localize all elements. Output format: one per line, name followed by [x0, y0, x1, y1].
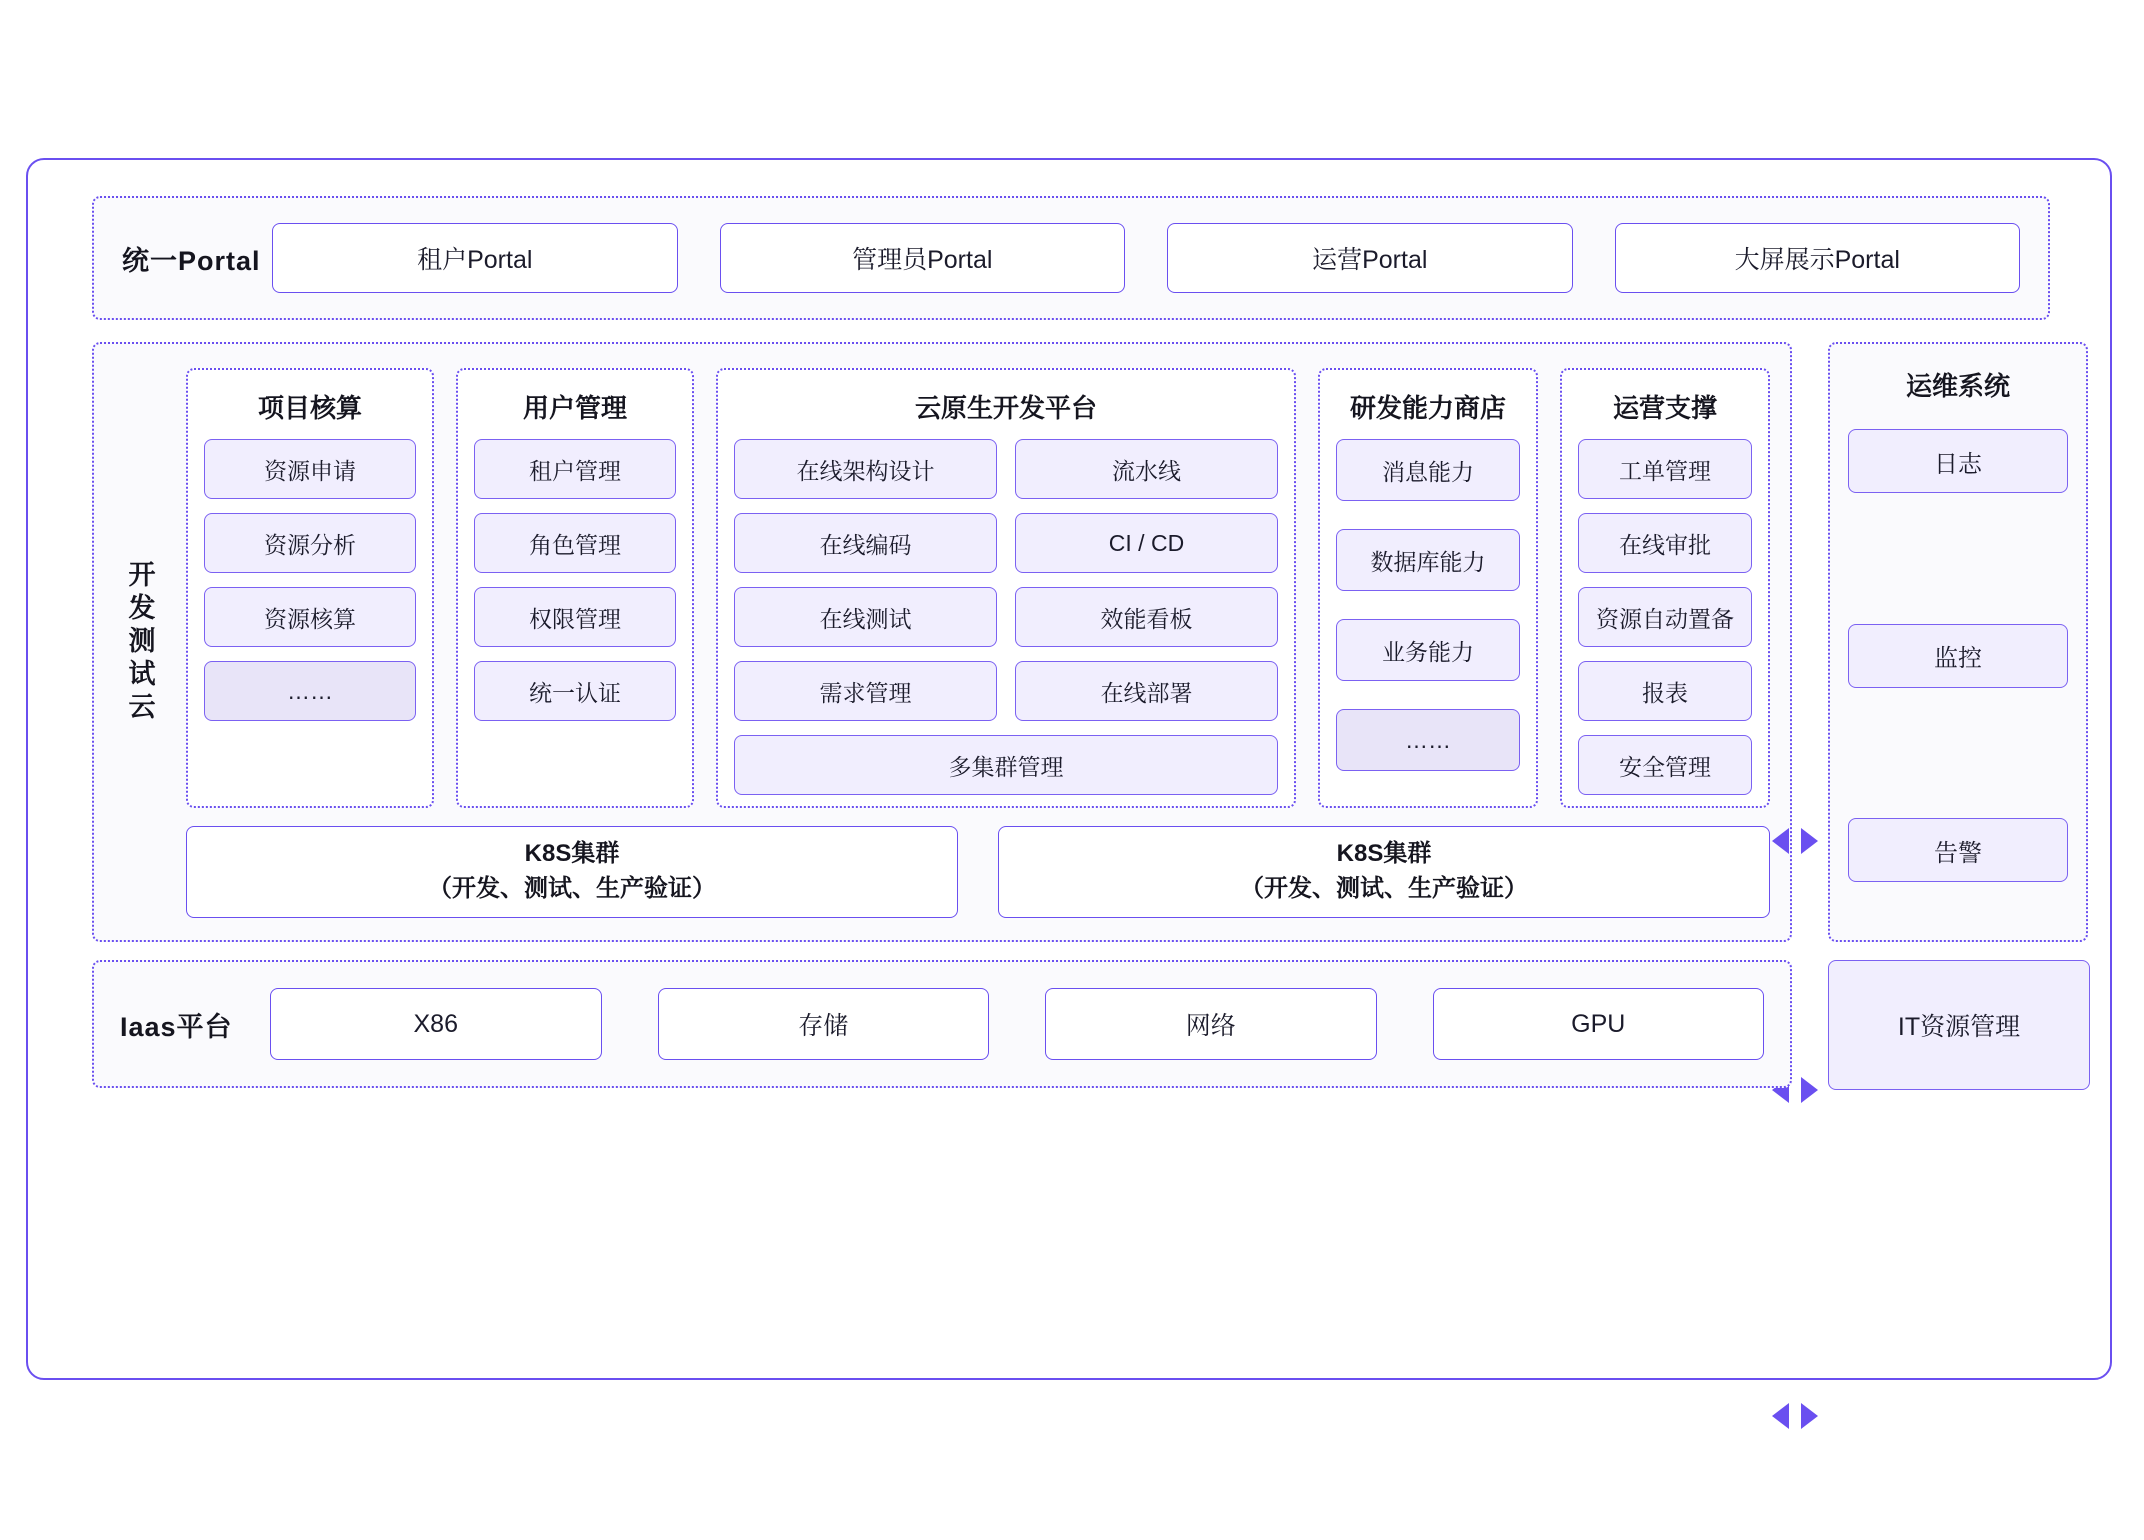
connector-arrow-top	[1772, 828, 1818, 854]
chip-online-coding[interactable]: 在线编码	[734, 513, 997, 573]
ops-system-band	[1828, 342, 2088, 942]
dev-test-cloud-band	[92, 342, 1792, 942]
portal-item-tenant[interactable]: 租户Portal	[272, 223, 678, 293]
chip-online-deployment[interactable]: 在线部署	[1015, 661, 1278, 721]
chip-resource-request[interactable]: 资源申请	[204, 439, 416, 499]
dev-test-cloud-label: 开发测试云	[124, 559, 155, 725]
chip-online-testing[interactable]: 在线测试	[734, 587, 997, 647]
chip-store-more[interactable]: ……	[1336, 709, 1520, 771]
k8s-cluster-2-subtitle: （开发、测试、生产验证）	[1240, 875, 1528, 902]
it-resource-management[interactable]: IT资源管理	[1828, 960, 2090, 1090]
chip-multi-cluster-management[interactable]: 多集群管理	[734, 735, 1278, 795]
iaas-item-network[interactable]: 网络	[1045, 988, 1377, 1060]
chip-efficiency-dashboard[interactable]: 效能看板	[1015, 587, 1278, 647]
chip-role-management[interactable]: 角色管理	[474, 513, 676, 573]
portal-item-operation[interactable]: 运营Portal	[1167, 223, 1573, 293]
arrow-right-icon	[1801, 1077, 1818, 1103]
chip-pipeline[interactable]: 流水线	[1015, 439, 1278, 499]
chip-business-capability[interactable]: 业务能力	[1336, 619, 1520, 681]
chip-unified-auth[interactable]: 统一认证	[474, 661, 676, 721]
group-title-operation-support: 运营支撑	[1612, 393, 1717, 423]
iaas-item-gpu[interactable]: GPU	[1433, 988, 1765, 1060]
k8s-cluster-1-title: K8S集群	[524, 840, 620, 868]
chip-project-more[interactable]: ……	[204, 661, 416, 721]
capability-group-row	[186, 368, 1770, 808]
iaas-band-label: Iaas平台	[120, 1011, 233, 1042]
chip-security-management[interactable]: 安全管理	[1578, 735, 1752, 795]
chip-message-capability[interactable]: 消息能力	[1336, 439, 1520, 501]
architecture-diagram	[26, 158, 2112, 1380]
portal-box-list	[272, 223, 2020, 293]
chip-online-architecture-design[interactable]: 在线架构设计	[734, 439, 997, 499]
group-cloud-native-platform	[716, 368, 1296, 808]
portal-item-dashboard[interactable]: 大屏展示Portal	[1615, 223, 2021, 293]
chip-database-capability[interactable]: 数据库能力	[1336, 529, 1520, 591]
group-project-accounting	[186, 368, 434, 808]
ops-system-title: 运维系统	[1905, 371, 2010, 401]
chip-report[interactable]: 报表	[1578, 661, 1752, 721]
chip-online-approval[interactable]: 在线审批	[1578, 513, 1752, 573]
arrow-right-icon	[1801, 828, 1818, 854]
k8s-cluster-1[interactable]	[186, 826, 958, 918]
arrow-left-icon	[1772, 1403, 1789, 1429]
portal-band	[92, 196, 2050, 320]
k8s-cluster-row	[186, 826, 1770, 918]
k8s-cluster-2[interactable]	[998, 826, 1770, 918]
chip-auto-provisioning[interactable]: 资源自动置备	[1578, 587, 1752, 647]
chip-alarm[interactable]: 告警	[1848, 818, 2068, 882]
iaas-item-storage[interactable]: 存储	[658, 988, 990, 1060]
connector-arrow-bottom	[1772, 1403, 1818, 1429]
portal-item-admin[interactable]: 管理员Portal	[720, 223, 1126, 293]
k8s-cluster-2-title: K8S集群	[1336, 840, 1432, 868]
chip-requirement-management[interactable]: 需求管理	[734, 661, 997, 721]
group-title-capability-store: 研发能力商店	[1349, 393, 1506, 423]
iaas-band	[92, 960, 1792, 1088]
dev-test-cloud-label-wrap	[94, 344, 186, 940]
chip-ci-cd[interactable]: CI / CD	[1015, 513, 1278, 573]
chip-log[interactable]: 日志	[1848, 429, 2068, 493]
group-user-management	[456, 368, 694, 808]
group-title-project-accounting: 项目核算	[257, 393, 362, 423]
chip-monitoring[interactable]: 监控	[1848, 624, 2068, 688]
group-title-cloud-native-platform: 云原生开发平台	[914, 393, 1097, 423]
group-operation-support	[1560, 368, 1770, 808]
arrow-left-icon	[1772, 828, 1789, 854]
k8s-cluster-1-subtitle: （开发、测试、生产验证）	[428, 875, 716, 902]
group-capability-store	[1318, 368, 1538, 808]
chip-resource-accounting[interactable]: 资源核算	[204, 587, 416, 647]
arrow-right-icon	[1801, 1403, 1818, 1429]
chip-resource-analysis[interactable]: 资源分析	[204, 513, 416, 573]
chip-ticket-management[interactable]: 工单管理	[1578, 439, 1752, 499]
iaas-item-x86[interactable]: X86	[270, 988, 602, 1060]
chip-permission-management[interactable]: 权限管理	[474, 587, 676, 647]
portal-band-label: 统一Portal	[122, 245, 261, 276]
chip-tenant-management[interactable]: 租户管理	[474, 439, 676, 499]
group-title-user-management: 用户管理	[522, 393, 627, 423]
